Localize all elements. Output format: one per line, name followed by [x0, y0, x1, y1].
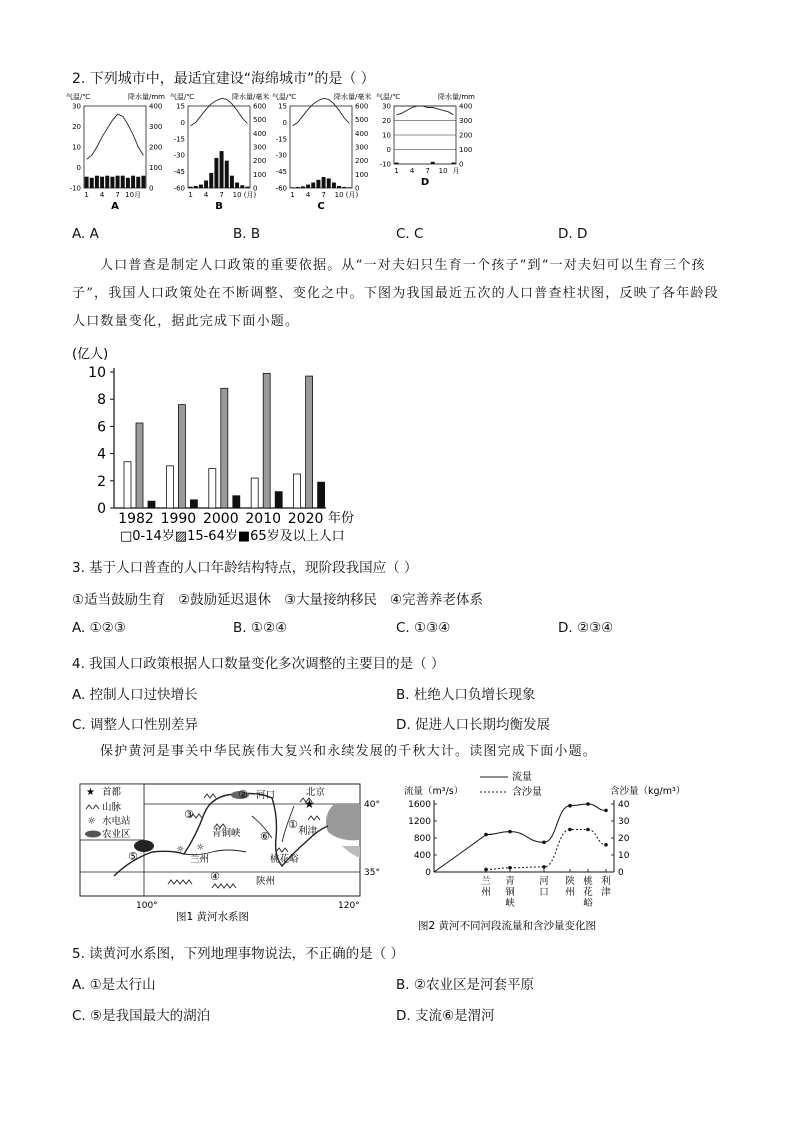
bar-0-14岁: [251, 478, 258, 508]
flow-point: [484, 833, 488, 837]
climate-precip-bar: [214, 158, 218, 188]
climate-precip-bar: [296, 187, 300, 188]
q3-option-c[interactable]: C. ①③④: [396, 620, 451, 636]
climate-precip-bar: [121, 176, 125, 188]
sediment-point: [604, 843, 608, 847]
climate-precip-bar: [311, 183, 315, 188]
climate-temp-curve: [191, 98, 248, 125]
population-bar-chart: [70, 342, 380, 547]
climate-chart-b: [170, 92, 269, 212]
bar-15-64岁: [306, 376, 313, 508]
y-tick-label: 6: [97, 419, 106, 436]
climate-precip-bar: [316, 180, 320, 188]
q5-stem: 5. 读黄河水系图，下列地理事物说法，不正确的是（ ）: [72, 946, 404, 962]
climate-precip-tick: 600: [253, 102, 267, 111]
flow-tick: 1200: [408, 817, 431, 827]
climate-chart-d: [376, 92, 475, 188]
climate-chart-label: D: [420, 177, 430, 188]
climate-precip-tick: 200: [149, 143, 163, 152]
x-tick-label: 1982: [118, 511, 154, 527]
q2-stem: 2. 下列城市中，最适宜建设“海绵城市”的是（ ）: [72, 71, 375, 87]
climate-chart-c: [272, 92, 371, 212]
climate-precip-tick: 100: [355, 170, 369, 179]
climate-precip-tick: 100: [459, 146, 473, 154]
station-label: 利津: [601, 876, 611, 898]
chart-legend: □0-14岁▨15-64岁■65岁及以上人口: [120, 529, 345, 544]
flow-point: [568, 804, 572, 808]
climate-charts: [66, 90, 476, 214]
legend-farmland-icon: [85, 831, 101, 838]
bar-0-14岁: [124, 462, 131, 508]
q2-option-a[interactable]: A. A: [72, 226, 99, 242]
climate-precip-bar: [199, 185, 203, 188]
x-tick-label: 2010: [245, 511, 282, 527]
climate-temp-tick: -30: [173, 151, 185, 160]
yellow-river-map: [72, 776, 392, 926]
climate-temp-tick: 10: [382, 131, 391, 140]
legend-capital-icon: ★: [86, 787, 95, 798]
flow-point: [508, 830, 512, 834]
climate-month-label: 4: [99, 191, 105, 199]
climate-temp-tick: 30: [72, 102, 81, 111]
legend-capital: 首都: [102, 787, 122, 798]
climate-precip-bar: [100, 177, 104, 188]
climate-precip-title: 降水量/毫米: [334, 93, 372, 101]
legend-hydropower-icon: ☼: [87, 816, 96, 827]
flow-tick: 0: [425, 868, 431, 878]
climate-temp-tick: -15: [275, 135, 287, 144]
bar-65岁及以上人口: [233, 496, 240, 508]
climate-precip-bar: [322, 177, 326, 188]
q5-option-d[interactable]: D. 支流⑥是渭河: [396, 1008, 495, 1024]
climate-month-label: (月): [243, 191, 257, 199]
climate-precip-tick: 400: [149, 102, 163, 111]
climate-precip-bar: [194, 186, 198, 188]
place-beijing: 北京: [306, 787, 326, 798]
climate-precip-bar: [342, 187, 346, 188]
climate-chart-label: B: [215, 201, 223, 212]
q5-option-c[interactable]: C. ⑤是我国最大的湖泊: [72, 1008, 211, 1024]
flow-chart-caption: 图2 黄河不同河段流量和含沙量变化图: [418, 920, 597, 932]
climate-precip-tick: 100: [149, 164, 163, 172]
lat-35: 35°: [364, 868, 380, 878]
map-caption: 图1 黄河水系图: [176, 911, 250, 923]
climate-temp-tick: -60: [275, 184, 287, 193]
climate-month-label: 1: [188, 191, 193, 199]
station-label: 陕州: [565, 876, 575, 898]
y-tick-label: 8: [97, 392, 106, 409]
sediment-legend: 含沙量: [512, 787, 542, 798]
climate-precip-bar: [306, 185, 310, 188]
climate-month-label: 4: [409, 167, 415, 175]
climate-temp-curve: [293, 98, 350, 125]
sediment-tick: 10: [618, 851, 630, 861]
q3-option-d[interactable]: D. ②③④: [558, 620, 614, 636]
climate-precip-title: 降水量/mm: [438, 93, 475, 101]
climate-temp-tick: 20: [382, 117, 391, 125]
climate-temp-tick: -45: [173, 168, 185, 177]
bar-65岁及以上人口: [318, 482, 325, 508]
climate-frame: [84, 106, 146, 188]
climate-precip-bar: [240, 185, 244, 188]
climate-month-label: 10月: [125, 191, 142, 199]
climate-frame: [188, 106, 250, 188]
climate-temp-tick: 20: [72, 123, 81, 131]
mark-3: ③: [184, 808, 194, 821]
climate-month-label: 4: [305, 191, 311, 199]
climate-precip-bar: [245, 187, 249, 188]
x-tick-label: 2020: [287, 511, 324, 527]
climate-precip-tick: 600: [355, 102, 369, 111]
flow-axis-title: 流量（m³/s）: [404, 786, 464, 797]
flow-point: [542, 840, 546, 844]
flow-line: [434, 804, 606, 872]
climate-precip-bar: [189, 187, 193, 188]
climate-precip-bar: [220, 151, 224, 188]
bar-15-64岁: [221, 388, 228, 508]
climate-precip-title: 降水量/毫米: [232, 93, 270, 101]
climate-temp-tick: -15: [173, 135, 185, 144]
flow-tick: 800: [413, 834, 431, 844]
q4-stem: 4. 我国人口政策根据人口数量变化多次调整的主要目的是（ ）: [72, 656, 445, 672]
climate-precip-tick: 400: [355, 129, 369, 138]
climate-precip-bar: [235, 183, 239, 188]
sediment-point: [568, 828, 572, 832]
climate-precip-bar: [347, 187, 351, 188]
climate-month-label: 4: [203, 191, 209, 199]
lat-40: 40°: [364, 800, 380, 810]
flow-tick: 400: [413, 851, 431, 861]
bar-65岁及以上人口: [190, 500, 197, 508]
climate-precip-title: 降水量/mm: [128, 93, 165, 101]
climate-frame: [290, 106, 352, 188]
sediment-point: [586, 828, 590, 832]
climate-precip-bar: [209, 173, 213, 188]
climate-precip-tick: 500: [355, 116, 369, 125]
climate-temp-tick: 0: [386, 146, 391, 154]
bar-0-14岁: [209, 469, 216, 508]
q5-option-b[interactable]: B. ②农业区是河套平原: [396, 977, 534, 993]
sediment-tick: 0: [618, 868, 624, 878]
q3-stem: 3. 基于人口普查的人口年龄结构特点，现阶段我国应（ ）: [72, 560, 418, 576]
climate-precip-tick: 400: [253, 129, 267, 138]
climate-month-label: 10: [232, 191, 242, 199]
x-tick-label: 2000: [202, 511, 239, 527]
station-label: 河口: [539, 876, 549, 898]
q3-option-b[interactable]: B. ①②④: [233, 620, 288, 636]
climate-precip-tick: 300: [459, 117, 473, 125]
y-tick-label: 10: [88, 365, 106, 381]
climate-precip-tick: 300: [253, 143, 267, 152]
climate-precip-bar: [431, 162, 435, 164]
q2-option-b[interactable]: B. B: [233, 226, 261, 242]
x-tick-label: 1990: [160, 511, 197, 527]
climate-precip-bar: [110, 177, 114, 188]
climate-temp-tick: -10: [69, 184, 81, 193]
climate-temp-tick: -10: [379, 160, 391, 169]
climate-precip-bar: [395, 163, 399, 164]
climate-temp-curve: [397, 106, 454, 115]
climate-precip-bar: [230, 176, 234, 188]
climate-precip-tick: 200: [355, 157, 369, 166]
climate-precip-bar: [136, 177, 140, 188]
climate-precip-tick: 0: [459, 160, 464, 169]
climate-precip-bar: [332, 183, 336, 188]
climate-temp-tick: 15: [278, 102, 287, 111]
y-tick-label: 4: [97, 446, 106, 463]
flow-point: [604, 809, 608, 813]
climate-month-label: 月: [452, 167, 460, 175]
flow-legend: 流量: [512, 772, 532, 783]
climate-precip-tick: 0: [253, 184, 258, 193]
q4-option-a[interactable]: A. 控制人口过快增长: [72, 687, 198, 703]
climate-temp-title: 气温/℃: [376, 93, 401, 101]
climate-precip-bar: [116, 176, 120, 188]
legend-farmland: 农业区: [102, 829, 131, 840]
station-label: 桃花峪: [583, 876, 593, 909]
climate-precip-bar: [141, 176, 145, 188]
climate-precip-tick: 300: [149, 123, 163, 131]
lon-100: 100°: [136, 901, 158, 911]
q2-option-c[interactable]: C. C: [396, 226, 424, 242]
chart-xlabel: 年份: [328, 511, 355, 526]
climate-precip-bar: [225, 161, 229, 188]
climate-month-label: 10: [438, 167, 448, 175]
climate-precip-bar: [85, 177, 89, 188]
climate-precip-bar: [105, 176, 109, 188]
flow-point: [586, 802, 590, 806]
mark-5: ⑤: [128, 850, 138, 863]
sediment-line: [486, 830, 606, 870]
climate-precip-tick: 300: [355, 143, 369, 152]
climate-temp-tick: -30: [275, 151, 287, 160]
q3-items: ①适当鼓励生育 ②鼓励延迟退休 ③大量接纳移民 ④完善养老体系: [72, 592, 484, 608]
climate-month-label: 1: [394, 167, 399, 175]
climate-temp-curve: [87, 114, 144, 159]
place-lijin: 利津: [298, 826, 318, 837]
climate-temp-title: 气温/℃: [272, 93, 297, 101]
bar-15-64岁: [263, 373, 270, 508]
q3-option-a[interactable]: A. ①②③: [72, 620, 126, 636]
mark-6: ⑥: [260, 830, 270, 843]
q4-option-b[interactable]: B. 杜绝人口负增长现象: [396, 687, 536, 703]
climate-precip-bar: [291, 187, 295, 188]
bar-15-64岁: [178, 405, 185, 508]
climate-precip-bar: [204, 180, 208, 188]
climate-temp-tick: 15: [176, 102, 185, 111]
mark-1: ①: [288, 818, 298, 831]
climate-temp-tick: 10: [72, 143, 81, 152]
mark-4: ④: [210, 870, 220, 883]
climate-precip-tick: 100: [253, 170, 267, 179]
capital-star-icon: ★: [304, 797, 315, 811]
sediment-axis-title: 含沙量（kg/m³）: [610, 786, 686, 797]
flow-sediment-chart: [400, 766, 700, 936]
flow-tick: 1600: [408, 800, 431, 810]
bar-65岁及以上人口: [148, 501, 155, 508]
bar-0-14岁: [294, 474, 301, 508]
climate-precip-tick: 400: [459, 102, 473, 111]
climate-chart-a: [66, 92, 165, 212]
sediment-tick: 40: [618, 800, 630, 810]
climate-month-label: 1: [84, 191, 89, 199]
sediment-tick: 30: [618, 817, 630, 827]
y-tick-label: 2: [97, 473, 106, 490]
climate-precip-bar: [131, 176, 135, 188]
climate-month-label: 7: [219, 191, 224, 199]
intro-paragraph-yellow-river: 保护黄河是事关中华民族伟大复兴和永续发展的千秋大计。读图完成下面小题。: [100, 744, 598, 759]
climate-precip-tick: 200: [459, 131, 473, 140]
climate-month-label: 7: [321, 191, 326, 199]
climate-precip-bar: [126, 178, 130, 188]
intro-paragraph-population: 人口普查是制定人口政策的重要依据。从“一对夫妇只生育一个孩子”到“一对夫妇可以生育三个孩子”，我国人口政策处在不断调整、变化之中。下图为我国最近五次的人口普查柱状图，反映了各年龄段人口数量变化，据此完成下面小题。: [72, 258, 719, 329]
place-lanzhou: 兰州: [190, 854, 210, 865]
climate-chart-label: C: [317, 201, 325, 212]
climate-temp-tick: 0: [180, 118, 185, 127]
climate-temp-tick: -60: [173, 184, 185, 193]
place-hekou: 河口: [256, 790, 276, 801]
climate-precip-bar: [451, 163, 455, 164]
climate-precip-bar: [90, 178, 94, 188]
place-shanzhou: 陕州: [256, 876, 276, 887]
climate-precip-bar: [337, 186, 341, 188]
station-label: 兰州: [481, 876, 491, 898]
bar-0-14岁: [166, 466, 173, 508]
climate-temp-tick: 30: [382, 102, 391, 111]
bar-65岁及以上人口: [275, 492, 282, 508]
climate-temp-title: 气温/℃: [170, 93, 195, 101]
svg-text:☼: ☼: [196, 843, 205, 853]
place-taohuayu: 桃花峪: [270, 854, 299, 865]
chart-ylabel: (亿人): [72, 347, 109, 362]
climate-precip-bar: [301, 186, 305, 188]
climate-month-label: 10: [334, 191, 344, 199]
lon-120: 120°: [338, 901, 360, 911]
q4-option-d[interactable]: D. 促进人口长期均衡发展: [396, 717, 550, 733]
climate-precip-bar: [95, 176, 99, 188]
sediment-tick: 20: [618, 834, 630, 844]
svg-text:☼: ☼: [176, 845, 185, 855]
climate-precip-tick: 0: [149, 184, 154, 193]
climate-month-label: (月): [345, 191, 359, 199]
q4-option-c[interactable]: C. 调整人口性别差异: [72, 717, 199, 733]
bar-15-64岁: [136, 423, 143, 508]
climate-temp-tick: 0: [76, 164, 81, 172]
place-qingtongxia: 青铜峡: [212, 828, 241, 839]
mark-2: ②: [238, 788, 248, 801]
climate-temp-tick: 0: [282, 118, 287, 127]
y-tick-label: 0: [97, 501, 106, 517]
climate-month-label: 7: [115, 191, 120, 199]
climate-temp-tick: -45: [275, 168, 287, 177]
legend-mountain: 山脉: [102, 802, 122, 813]
station-label: 青铜峡: [505, 876, 515, 909]
sediment-point: [542, 865, 546, 869]
climate-month-label: 7: [425, 167, 430, 175]
sea-area: [326, 804, 360, 840]
q2-option-d[interactable]: D. D: [558, 226, 588, 242]
climate-chart-label: A: [111, 201, 119, 212]
legend-hydropower: 水电站: [102, 816, 131, 827]
climate-month-label: 1: [290, 191, 295, 199]
climate-precip-tick: 200: [253, 157, 267, 166]
q5-option-a[interactable]: A. ①是太行山: [72, 977, 156, 993]
climate-precip-bar: [327, 178, 331, 188]
climate-temp-title: 气温/℃: [66, 93, 91, 101]
climate-precip-tick: 0: [355, 184, 360, 193]
climate-precip-tick: 500: [253, 116, 267, 125]
